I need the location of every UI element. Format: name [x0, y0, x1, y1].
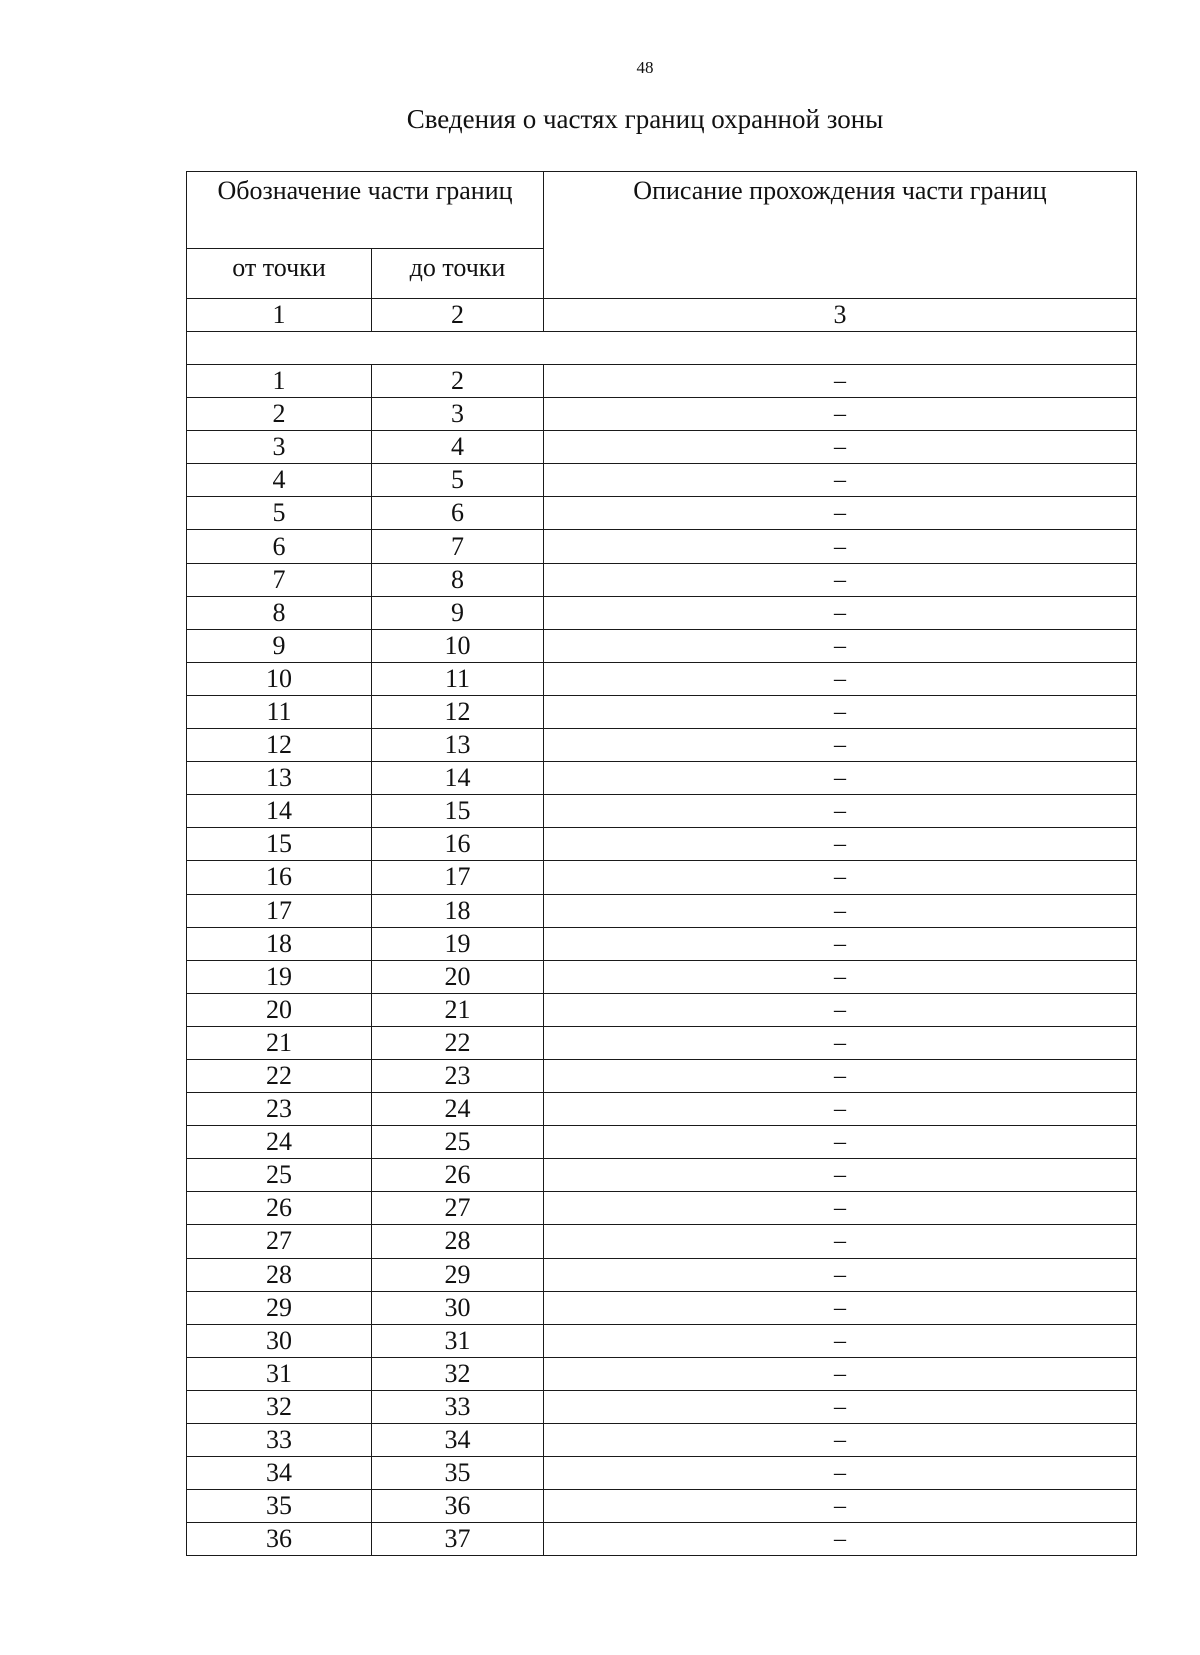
table-row	[187, 1059, 1137, 1092]
from-point-cell: 23	[187, 1093, 372, 1126]
to-point-cell: 2	[372, 365, 544, 398]
table-row	[187, 1324, 1137, 1357]
header-from-point: от точки	[187, 249, 372, 299]
table-row	[187, 762, 1137, 795]
table-row	[187, 662, 1137, 695]
to-point-cell: 17	[372, 861, 544, 894]
table-row	[187, 464, 1137, 497]
to-point-cell: 29	[372, 1258, 544, 1291]
from-point-cell: 16	[187, 861, 372, 894]
description-cell: –	[544, 431, 1137, 464]
to-point-cell: 13	[372, 729, 544, 762]
from-point-cell: 14	[187, 795, 372, 828]
to-point-cell: 21	[372, 993, 544, 1026]
from-point-cell: 26	[187, 1192, 372, 1225]
to-point-cell: 3	[372, 398, 544, 431]
description-cell: –	[544, 1225, 1137, 1258]
from-point-cell: 30	[187, 1324, 372, 1357]
from-point-cell: 18	[187, 927, 372, 960]
boundary-parts-table	[186, 171, 1137, 1556]
from-point-cell: 31	[187, 1357, 372, 1390]
description-cell: –	[544, 629, 1137, 662]
table-row	[187, 795, 1137, 828]
from-point-cell: 33	[187, 1424, 372, 1457]
from-point-cell: 4	[187, 464, 372, 497]
table-row	[187, 1026, 1137, 1059]
description-cell: –	[544, 894, 1137, 927]
from-point-cell: 28	[187, 1258, 372, 1291]
description-cell: –	[544, 1424, 1137, 1457]
description-cell: –	[544, 1126, 1137, 1159]
from-point-cell: 27	[187, 1225, 372, 1258]
header-boundary-part-designation: Обозначение части границ	[187, 172, 544, 249]
table-row	[187, 1490, 1137, 1523]
to-point-cell: 14	[372, 762, 544, 795]
to-point-cell: 25	[372, 1126, 544, 1159]
to-point-cell: 10	[372, 629, 544, 662]
table-row	[187, 1192, 1137, 1225]
description-cell: –	[544, 861, 1137, 894]
page-number: 48	[636, 58, 654, 77]
table-row	[187, 927, 1137, 960]
column-number-1: 1	[187, 299, 372, 332]
table-row	[187, 629, 1137, 662]
table-row	[187, 1093, 1137, 1126]
from-point-cell: 19	[187, 960, 372, 993]
description-cell: –	[544, 530, 1137, 563]
table-row	[187, 1291, 1137, 1324]
from-point-cell: 20	[187, 993, 372, 1026]
description-cell: –	[544, 1457, 1137, 1490]
description-cell: –	[544, 1059, 1137, 1092]
to-point-cell: 20	[372, 960, 544, 993]
description-cell: –	[544, 762, 1137, 795]
table-row	[187, 365, 1137, 398]
from-point-cell: 2	[187, 398, 372, 431]
from-point-cell: 24	[187, 1126, 372, 1159]
to-point-cell: 28	[372, 1225, 544, 1258]
description-cell: –	[544, 563, 1137, 596]
table-row	[187, 828, 1137, 861]
description-cell: –	[544, 596, 1137, 629]
description-cell: –	[544, 828, 1137, 861]
from-point-cell: 9	[187, 629, 372, 662]
header-to-point: до точки	[372, 249, 544, 299]
table-row	[187, 861, 1137, 894]
column-number-row	[187, 299, 1137, 332]
from-point-cell: 21	[187, 1026, 372, 1059]
description-cell: –	[544, 1026, 1137, 1059]
to-point-cell: 7	[372, 530, 544, 563]
table-row	[187, 1357, 1137, 1390]
description-cell: –	[544, 365, 1137, 398]
table-row	[187, 1159, 1137, 1192]
description-cell: –	[544, 1390, 1137, 1423]
table-row	[187, 894, 1137, 927]
description-cell: –	[544, 1291, 1137, 1324]
to-point-cell: 36	[372, 1490, 544, 1523]
table-row	[187, 1390, 1137, 1423]
table-row	[187, 431, 1137, 464]
to-point-cell: 12	[372, 695, 544, 728]
section-row	[187, 332, 1137, 365]
page-title: Сведения о частях границ охранной зоны	[406, 104, 884, 134]
to-point-cell: 30	[372, 1291, 544, 1324]
table-row	[187, 729, 1137, 762]
header-description: Описание прохождения части границ	[544, 172, 1137, 299]
to-point-cell: 18	[372, 894, 544, 927]
table-row	[187, 497, 1137, 530]
from-point-cell: 36	[187, 1523, 372, 1556]
table-row	[187, 993, 1137, 1026]
description-cell: –	[544, 398, 1137, 431]
from-point-cell: 6	[187, 530, 372, 563]
to-point-cell: 27	[372, 1192, 544, 1225]
description-cell: –	[544, 1192, 1137, 1225]
to-point-cell: 15	[372, 795, 544, 828]
table-row	[187, 695, 1137, 728]
description-cell: –	[544, 993, 1137, 1026]
description-cell: –	[544, 1258, 1137, 1291]
description-cell: –	[544, 1523, 1137, 1556]
to-point-cell: 11	[372, 662, 544, 695]
to-point-cell: 22	[372, 1026, 544, 1059]
description-cell: –	[544, 729, 1137, 762]
from-point-cell: 7	[187, 563, 372, 596]
table-row	[187, 1457, 1137, 1490]
to-point-cell: 9	[372, 596, 544, 629]
table-row	[187, 960, 1137, 993]
table-row	[187, 1424, 1137, 1457]
description-cell: –	[544, 464, 1137, 497]
description-cell: –	[544, 1159, 1137, 1192]
table-row	[187, 398, 1137, 431]
from-point-cell: 5	[187, 497, 372, 530]
table-row	[187, 1258, 1137, 1291]
to-point-cell: 35	[372, 1457, 544, 1490]
table-row	[187, 563, 1137, 596]
description-cell: –	[544, 1093, 1137, 1126]
from-point-cell: 3	[187, 431, 372, 464]
table-row	[187, 1126, 1137, 1159]
from-point-cell: 12	[187, 729, 372, 762]
description-cell: –	[544, 662, 1137, 695]
to-point-cell: 31	[372, 1324, 544, 1357]
to-point-cell: 26	[372, 1159, 544, 1192]
description-cell: –	[544, 927, 1137, 960]
section-label	[187, 332, 1137, 365]
description-cell: –	[544, 1324, 1137, 1357]
description-cell: –	[544, 795, 1137, 828]
to-point-cell: 19	[372, 927, 544, 960]
to-point-cell: 8	[372, 563, 544, 596]
to-point-cell: 6	[372, 497, 544, 530]
table-row	[187, 1523, 1137, 1556]
to-point-cell: 23	[372, 1059, 544, 1092]
table-row	[187, 596, 1137, 629]
to-point-cell: 34	[372, 1424, 544, 1457]
to-point-cell: 33	[372, 1390, 544, 1423]
from-point-cell: 1	[187, 365, 372, 398]
description-cell: –	[544, 497, 1137, 530]
from-point-cell: 11	[187, 695, 372, 728]
table-row	[187, 530, 1137, 563]
table-header-row	[187, 172, 1137, 249]
description-cell: –	[544, 695, 1137, 728]
column-number-3: 3	[544, 299, 1137, 332]
from-point-cell: 10	[187, 662, 372, 695]
to-point-cell: 5	[372, 464, 544, 497]
to-point-cell: 16	[372, 828, 544, 861]
from-point-cell: 32	[187, 1390, 372, 1423]
table-row	[187, 1225, 1137, 1258]
from-point-cell: 13	[187, 762, 372, 795]
to-point-cell: 4	[372, 431, 544, 464]
from-point-cell: 15	[187, 828, 372, 861]
description-cell: –	[544, 1490, 1137, 1523]
to-point-cell: 32	[372, 1357, 544, 1390]
from-point-cell: 17	[187, 894, 372, 927]
from-point-cell: 35	[187, 1490, 372, 1523]
description-cell: –	[544, 1357, 1137, 1390]
to-point-cell: 37	[372, 1523, 544, 1556]
from-point-cell: 8	[187, 596, 372, 629]
from-point-cell: 22	[187, 1059, 372, 1092]
description-cell: –	[544, 960, 1137, 993]
from-point-cell: 34	[187, 1457, 372, 1490]
from-point-cell: 29	[187, 1291, 372, 1324]
column-number-2: 2	[372, 299, 544, 332]
to-point-cell: 24	[372, 1093, 544, 1126]
from-point-cell: 25	[187, 1159, 372, 1192]
